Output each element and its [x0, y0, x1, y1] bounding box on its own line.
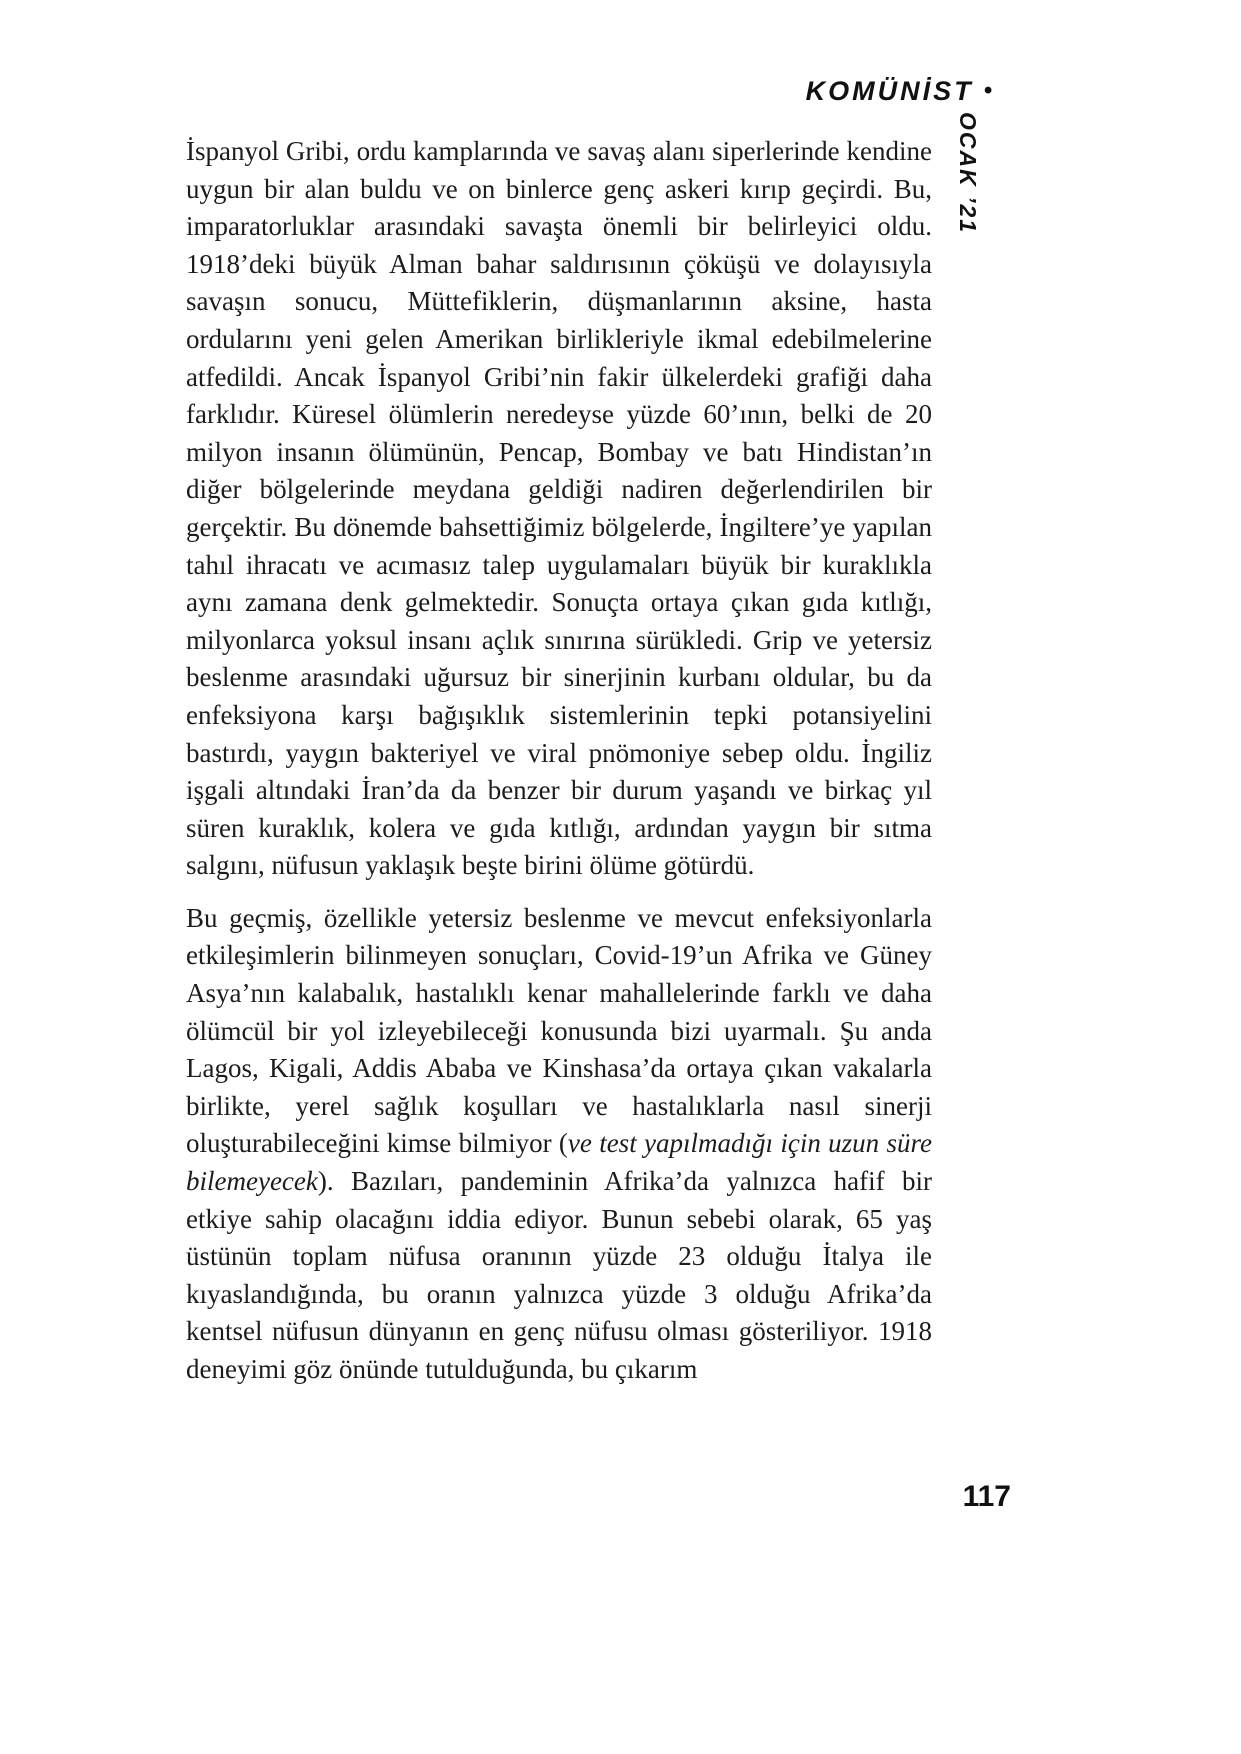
paragraph-2-italic-phrase: ve test yapılmadığı için uzun süre bilemeyecek: [186, 1128, 932, 1197]
paragraph-2: [186, 900, 932, 1389]
journal-title: KOMÜNİST: [805, 76, 974, 106]
journal-title-bullet: •: [983, 77, 992, 104]
body-text: [186, 133, 932, 1389]
paragraph-2-text-continued: ). Bazıları, pandeminin Afrika’da yalnızca hafif bir etkiye sahip olacağını iddia ediyor. Bunun sebebi olarak, 65 yaş üstünün toplam nüfusa oranının yüzde 23 olduğu İtalya ile kıyaslandığında, bu oranın yalnızca yüzde 3 olduğu Afrika’da kentsel nüfusun dünyanın en genç nüfusu olması gösteriliyor. 1918 deneyimi göz önünde tutulduğunda, bu çıkarım: [186, 1166, 932, 1384]
paragraph-1: İspanyol Gribi, ordu kamplarında ve savaş alanı siperlerinde kendine uygun bir alan buldu ve on binlerce genç askeri kırıp geçirdi. Bu, imparatorluklar arasındaki savaşta önemli bir belirleyici oldu. 1918’deki büyük Alman bahar saldırısının çöküşü ve dolayısıyla savaşın sonucu, Müttefiklerin, düşmanlarının aksine, hasta ordularını yeni gelen Amerikan birlikleriyle ikmal edebilmelerine atfedildi. Ancak İspanyol Gribi’nin fakir ülkelerdeki grafiği daha farklıdır. Küresel ölümlerin neredeyse yüzde 60’ının, belki de 20 milyon insanın ölümünün, Pencap, Bombay ve batı Hindistan’ın diğer bölgelerinde meydana geldiği nadiren değerlendirilen bir gerçektir. Bu dönemde bahsettiğimiz bölgelerde, İngiltere’ye yapılan tahıl ihracatı ve acımasız talep uygulamaları büyük bir kuraklıkla aynı zamana denk gelmektedir. Sonuçta ortaya çıkan gıda kıtlığı, milyonlarca yoksul insanı açlık sınırına sürükledi. Grip ve yetersiz beslenme arasındaki uğursuz bir sinerjinin kurbanı oldular, bu da enfeksiyona karşı bağışıklık sistemlerinin tepki potansiyelini bastırdı, yaygın bakteriyel ve viral pnömoniye sebep oldu. İngiliz işgali altındaki İran’da da benzer bir durum yaşandı ve birkaç yıl süren kuraklık, kolera ve gıda kıtlığı, ardından yaygın bir sıtma salgını, nüfusun yaklaşık beşte birini ölüme götürdü.: [186, 136, 932, 881]
page-header: [806, 76, 992, 107]
paragraph-2-text: Bu geçmiş, özellikle yetersiz beslenme ve mevcut enfeksiyonlarla etkileşimlerin bilinmeyen sonuçları, Covid-19’un Afrika ve Güney Asya’nın kalabalık, hastalıklı kenar mahallelerinde farklı ve daha ölümcül bir yol izleyebileceği konusunda bizi uyarmalı. Şu anda Lagos, Kigali, Addis Ababa ve Kinshasa’da ortaya çıkan vakalarla birlikte, yerel sağlık koşulları ve hastalıklarla nasıl sinerji oluşturabileceğini kimse bilmiyor (: [186, 902, 932, 1159]
issue-label: OCAK ’21: [955, 112, 981, 235]
page-number: 117: [962, 1480, 1011, 1513]
